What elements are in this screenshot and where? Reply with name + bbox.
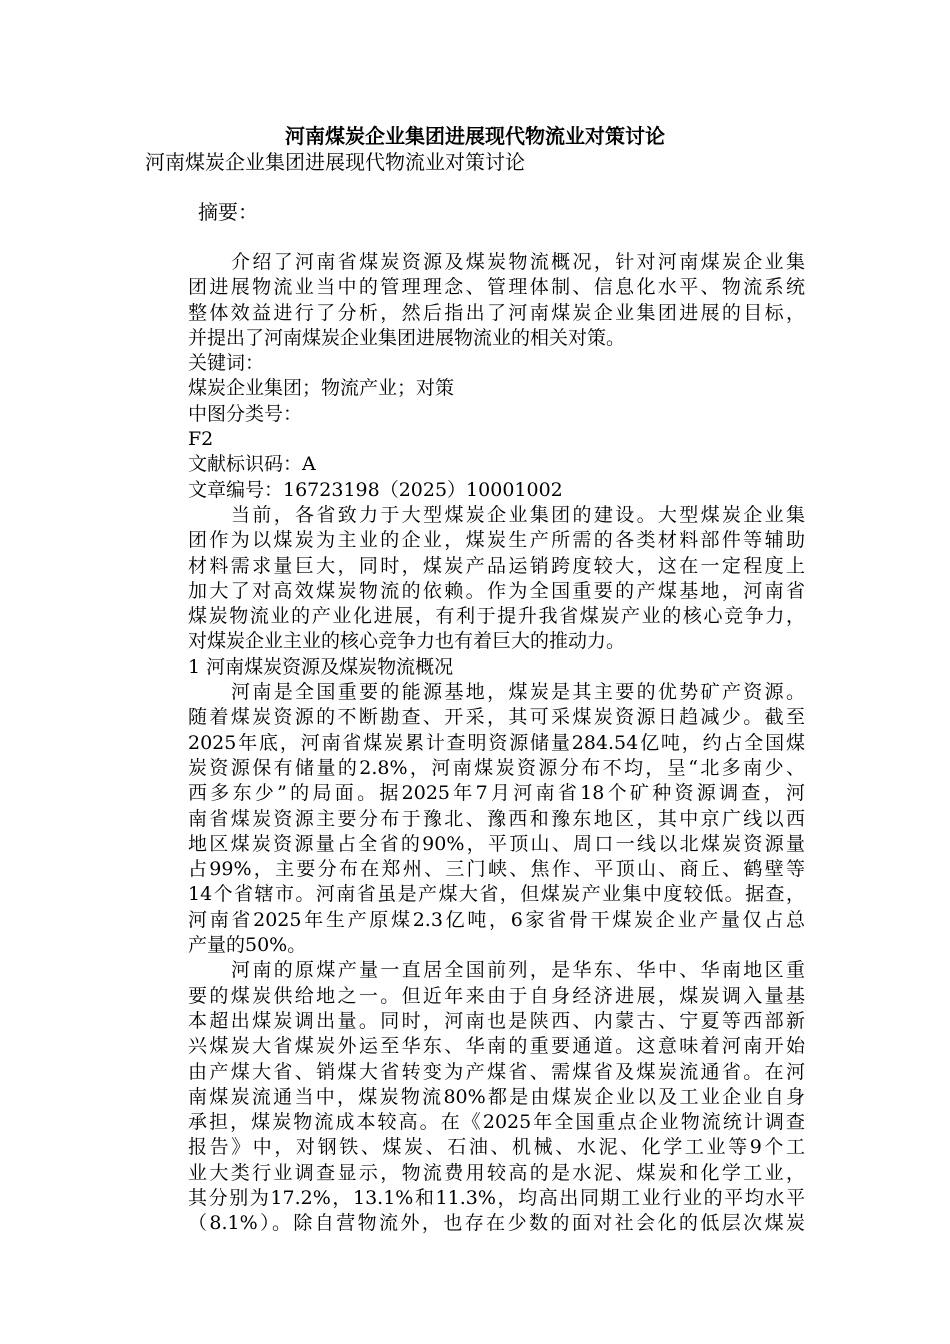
- abstract-line: 并提出了河南煤炭企业集团进展物流业的相关对策。: [188, 326, 626, 349]
- intro-paragraph: [145, 503, 805, 655]
- paragraph-line: 其分别为17.2%，13.1%和11.3%，均高出同期工业行业的平均水平: [188, 1186, 805, 1209]
- paragraph-line: （8.1%）。除自营物流外，也存在少数的面对社会化的低层次煤炭: [188, 1212, 805, 1235]
- paragraph-line: 由产煤大省、销煤大省转变为产煤省、需煤省及煤炭流通省。在河: [188, 1060, 805, 1083]
- paragraph-line: 承担，煤炭物流成本较高。在《2025年全国重点企业物流统计调查: [188, 1111, 805, 1134]
- section1-paragraph-2: [145, 958, 805, 1236]
- paragraph-line: 河南省2025年生产原煤2.3亿吨，6家省骨干煤炭企业产量仅占总: [188, 908, 805, 931]
- document-code: 文献标识码：A: [188, 453, 316, 476]
- paragraph-line: 随着煤炭资源的不断勘查、开采，其可采煤炭资源日趋减少。截至: [188, 706, 805, 729]
- paragraph-line: 14个省辖市。河南省虽是产煤大省，但煤炭产业集中度较低。据查，: [188, 883, 805, 906]
- paragraph-line: 本超出煤炭调出量。同时，河南也是陕西、内蒙古、宁夏等西部新: [188, 1009, 805, 1032]
- paragraph-line: 占99%，主要分布在郑州、三门峡、焦作、平顶山、商丘、鹤壁等: [188, 858, 805, 881]
- abstract-line: 团进展物流业当中的管理理念、管理体制、信息化水平、物流系统: [188, 276, 805, 299]
- paragraph-line: 河南是全国重要的能源基地，煤炭是其主要的优势矿产资源。: [231, 681, 805, 704]
- keywords-label: 关键词：: [188, 352, 265, 375]
- paragraph-line: 西多东少”的局面。据2025年7月河南省18个矿种资源调查，河: [188, 782, 805, 805]
- clc-label: 中图分类号：: [188, 402, 303, 425]
- paragraph-line: 河南的原煤产量一直居全国前列，是华东、华中、华南地区重: [231, 959, 805, 982]
- paragraph-line: 加大了对高效煤炭物流的依赖。作为全国重要的产煤基地，河南省: [188, 579, 805, 602]
- paragraph-line: 兴煤炭大省煤炭外运至华东、华南的重要通道。这意味着河南开始: [188, 1035, 805, 1058]
- document-body: [145, 250, 805, 1237]
- paragraph-line: 对煤炭企业主业的核心竞争力也有着巨大的推动力。: [188, 630, 626, 653]
- section1-paragraph-1: [145, 680, 805, 958]
- document-subtitle: 河南煤炭企业集团进展现代物流业对策讨论: [145, 150, 525, 174]
- paragraph-line: 业大类行业调查显示，物流费用较高的是水泥、煤炭和化学工业，: [188, 1161, 805, 1184]
- paragraph-line: 煤炭物流业的产业化进展，有利于提升我省煤炭产业的核心竞争力，: [188, 605, 805, 628]
- article-number: 文章编号：16723198（2025）10001002: [188, 478, 563, 501]
- paragraph-line: 报告》中，对钢铁、煤炭、石油、机械、水泥、化学工业等9个工: [188, 1136, 805, 1159]
- abstract-label: 摘要：: [198, 200, 258, 224]
- keywords-value: 煤炭企业集团；物流产业；对策: [188, 377, 455, 400]
- paragraph-line: 产量的50%。: [188, 934, 307, 957]
- abstract-line: 介绍了河南省煤炭资源及煤炭物流概况，针对河南煤炭企业集: [231, 251, 805, 273]
- paragraph-line: 炭资源保有储量的2.8%，河南煤炭资源分布不均，呈“北多南少、: [188, 756, 805, 779]
- paragraph-line: 地区煤炭资源量占全省的90%，平顶山、周口一线以北煤炭资源量: [188, 832, 805, 855]
- section-heading: 1 河南煤炭资源及煤炭物流概况: [188, 655, 454, 678]
- abstract-text: [145, 250, 805, 351]
- paragraph-line: 南省煤炭资源主要分布于豫北、豫西和豫东地区，其中京广线以西: [188, 807, 805, 830]
- document-title: 河南煤炭企业集团进展现代物流业对策讨论: [285, 124, 665, 148]
- paragraph-line: 南煤炭流通当中，煤炭物流80%都是由煤炭企业以及工业企业自身: [188, 1085, 805, 1108]
- abstract-line: 整体效益进行了分析，然后指出了河南煤炭企业集团进展的目标，: [188, 301, 805, 324]
- paragraph-line: 当前，各省致力于大型煤炭企业集团的建设。大型煤炭企业集: [231, 503, 805, 526]
- paragraph-line: 2025年底，河南省煤炭累计查明资源储量284.54亿吨，约占全国煤: [188, 731, 805, 754]
- clc-value: F2: [188, 428, 214, 451]
- paragraph-line: 要的煤炭供给地之一。但近年来由于自身经济进展，煤炭调入量基: [188, 984, 805, 1007]
- paragraph-line: 团作为以煤炭为主业的企业，煤炭生产所需的各类材料部件等辅助: [188, 529, 805, 552]
- paragraph-line: 材料需求量巨大，同时，煤炭产品运销跨度较大，这在一定程度上: [188, 554, 805, 577]
